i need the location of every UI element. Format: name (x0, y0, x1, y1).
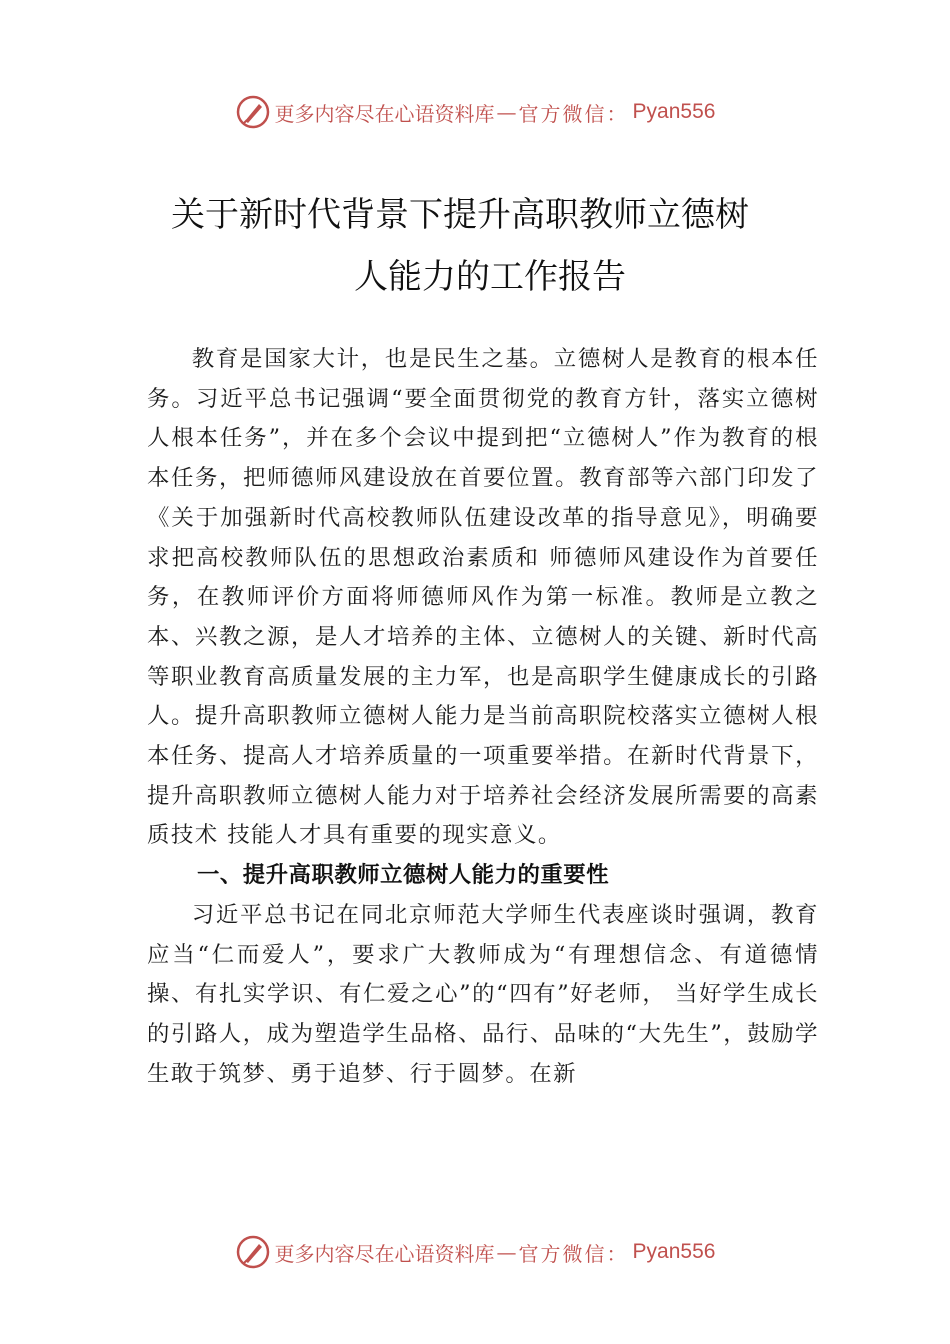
body-paragraph-2: 习近平总书记在同北京师范大学师生代表座谈时强调，教育应当“仁而爱人”，要求广大教师成为“有理想信念、有道德情操、有扎实学识、有仁爱之心”的“四有”好老师， 当好学生成长的引路人，成为塑造学生品格、品行、品味的“大先生”，鼓励学生敢于筑梦、勇于追梦、行于圆梦。在新 (147, 901, 819, 1087)
quill-logo-icon (235, 1234, 271, 1270)
banner-wechat-label: 官方微信： (518, 101, 629, 126)
footer-watermark-banner (0, 1232, 950, 1272)
title-line-2: 人能力的工作报告 (354, 257, 626, 297)
section-heading-1: 一、提升高职教师立德树人能力的重要性 (197, 862, 610, 889)
document-title (0, 184, 950, 308)
banner-separator: — (496, 100, 517, 124)
document-body (147, 340, 819, 1094)
banner-wechat-id: Pyan556 (632, 1240, 716, 1263)
banner-wechat-id: Pyan556 (632, 100, 716, 123)
banner-text: 更多内容尽在心语资料库 (274, 101, 495, 126)
title-line-1: 关于新时代背景下提升高职教师立德树 (171, 195, 749, 235)
quill-logo-icon (235, 94, 271, 130)
header-watermark-banner (0, 92, 950, 132)
banner-wechat-label: 官方微信： (518, 1241, 629, 1266)
banner-text: 更多内容尽在心语资料库 (274, 1241, 495, 1266)
body-paragraph-1: 教育是国家大计，也是民生之基。立德树人是教育的根本任务。习近平总书记强调“要全面贯彻党的教育方针，落实立德树人根本任务”，并在多个会议中提到把“立德树人”作为教育的根本任务，把师德师风建设放在首要位置。教育部等六部门印发了《关于加强新时代高校教师队伍建设改革的指导意见》，明确要求把高校教师队伍的思想政治素质和 师德师风建设作为首要任务，在教师评价方面将师德师风作为第一标准。教师是立教之本、兴教之源，是人才培养的主体、立德树人的关键、新时代高等职业教育高质量发展的主力军，也是高职学生健康成长的引路人。提升高职教师立德树人能力是当前高职院校落实立德树人根本任务、提高人才培养质量的一项重要举措。在新时代背景下，提升高职教师立德树人能力对于培养社会经济发展所需要的高素质技术 技能人才具有重要的现实意义。 (147, 346, 819, 849)
banner-separator: — (496, 1240, 517, 1264)
